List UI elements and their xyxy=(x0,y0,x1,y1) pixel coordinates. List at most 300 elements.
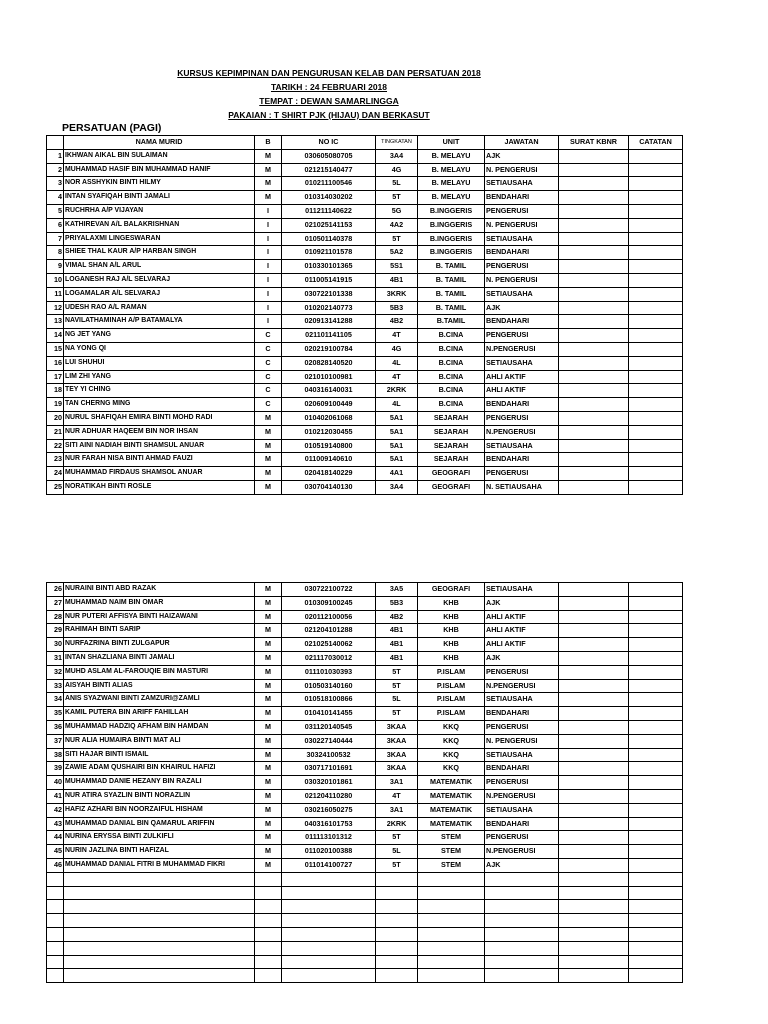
position: BENDAHARI xyxy=(485,191,559,205)
row-number: 28 xyxy=(47,610,64,624)
position: SETIAUSAHA xyxy=(485,583,559,597)
race-code: M xyxy=(255,831,282,845)
empty-cell xyxy=(255,900,282,914)
ic-number: 011020100388 xyxy=(282,845,376,859)
surat-kbnr xyxy=(559,356,629,370)
surat-kbnr xyxy=(559,610,629,624)
catatan xyxy=(629,453,683,467)
form-class: 3KAA xyxy=(376,762,418,776)
race-code: M xyxy=(255,610,282,624)
student-name: NURFAZRINA BINTI ZULGAPUR xyxy=(64,638,255,652)
row-number: 22 xyxy=(47,439,64,453)
unit-name: KHB xyxy=(418,638,485,652)
empty-cell xyxy=(629,927,683,941)
ic-number: 010503140160 xyxy=(282,679,376,693)
row-number: 30 xyxy=(47,638,64,652)
form-class: 5T xyxy=(376,679,418,693)
row-number: 32 xyxy=(47,665,64,679)
surat-kbnr xyxy=(559,177,629,191)
empty-cell xyxy=(282,941,376,955)
unit-name: B.CINA xyxy=(418,384,485,398)
form-class: 3A5 xyxy=(376,583,418,597)
catatan xyxy=(629,356,683,370)
race-code: M xyxy=(255,858,282,872)
empty-cell xyxy=(485,914,559,928)
table-row xyxy=(47,384,683,398)
unit-name: MATEMATIK xyxy=(418,803,485,817)
race-code: M xyxy=(255,583,282,597)
position: BENDAHARI xyxy=(485,817,559,831)
member-table-1 xyxy=(46,135,683,495)
race-code: M xyxy=(255,720,282,734)
catatan xyxy=(629,177,683,191)
table-row xyxy=(47,803,683,817)
catatan xyxy=(629,762,683,776)
position: N. PENGERUSI xyxy=(485,734,559,748)
surat-kbnr xyxy=(559,679,629,693)
surat-kbnr xyxy=(559,789,629,803)
surat-kbnr xyxy=(559,845,629,859)
form-class: 4A2 xyxy=(376,218,418,232)
form-class: 3A4 xyxy=(376,149,418,163)
table-row xyxy=(47,204,683,218)
catatan xyxy=(629,480,683,494)
race-code: M xyxy=(255,693,282,707)
race-code: M xyxy=(255,748,282,762)
empty-cell xyxy=(64,955,255,969)
table-row xyxy=(47,329,683,343)
race-code: M xyxy=(255,596,282,610)
empty-cell xyxy=(559,872,629,886)
student-name: INTAN SYAFIQAH BINTI JAMALI xyxy=(64,191,255,205)
unit-name: STEM xyxy=(418,831,485,845)
table-row xyxy=(47,301,683,315)
row-number: 40 xyxy=(47,776,64,790)
row-number: 39 xyxy=(47,762,64,776)
table-row xyxy=(47,665,683,679)
unit-name: MATEMATIK xyxy=(418,817,485,831)
position: PENGERUSI xyxy=(485,260,559,274)
student-name: MUHAMMAD NAIM BIN OMAR xyxy=(64,596,255,610)
empty-cell xyxy=(376,927,418,941)
unit-name: KHB xyxy=(418,651,485,665)
position: AHLI AKTIF xyxy=(485,624,559,638)
ic-number: 010212030455 xyxy=(282,425,376,439)
form-class: 3KAA xyxy=(376,720,418,734)
table-row xyxy=(47,467,683,481)
ic-number: 020828140520 xyxy=(282,356,376,370)
row-number: 18 xyxy=(47,384,64,398)
position: AJK xyxy=(485,301,559,315)
position: SETIAUSAHA xyxy=(485,356,559,370)
surat-kbnr xyxy=(559,411,629,425)
ic-number: 030717101691 xyxy=(282,762,376,776)
row-number: 1 xyxy=(47,149,64,163)
unit-name: B.CINA xyxy=(418,356,485,370)
empty-cell xyxy=(376,955,418,969)
form-class: 3KAA xyxy=(376,734,418,748)
surat-kbnr xyxy=(559,480,629,494)
empty-cell xyxy=(255,914,282,928)
empty-cell xyxy=(47,927,64,941)
surat-kbnr xyxy=(559,734,629,748)
ic-number: 030227140444 xyxy=(282,734,376,748)
ic-number: 030605080705 xyxy=(282,149,376,163)
catatan xyxy=(629,596,683,610)
ic-number: 030722100722 xyxy=(282,583,376,597)
race-code: M xyxy=(255,191,282,205)
form-class: 5T xyxy=(376,858,418,872)
table-row xyxy=(47,610,683,624)
catatan xyxy=(629,651,683,665)
catatan xyxy=(629,831,683,845)
empty-cell xyxy=(629,969,683,983)
position: N. SETIAUSAHA xyxy=(485,480,559,494)
form-class: 4B2 xyxy=(376,610,418,624)
position: SETIAUSAHA xyxy=(485,177,559,191)
form-class: 5T xyxy=(376,232,418,246)
race-code: M xyxy=(255,467,282,481)
empty-row xyxy=(47,900,683,914)
ic-number: 010309100245 xyxy=(282,596,376,610)
empty-cell xyxy=(64,969,255,983)
race-code: M xyxy=(255,411,282,425)
empty-cell xyxy=(282,969,376,983)
unit-name: GEOGRAFI xyxy=(418,467,485,481)
row-number: 17 xyxy=(47,370,64,384)
empty-row xyxy=(47,872,683,886)
row-number: 44 xyxy=(47,831,64,845)
surat-kbnr xyxy=(559,453,629,467)
row-number: 4 xyxy=(47,191,64,205)
table-row xyxy=(47,845,683,859)
position: AJK xyxy=(485,858,559,872)
ic-number: 011009140610 xyxy=(282,453,376,467)
unit-name: MATEMATIK xyxy=(418,789,485,803)
form-class: 4G xyxy=(376,163,418,177)
surat-kbnr xyxy=(559,624,629,638)
empty-cell xyxy=(629,900,683,914)
position: BENDAHARI xyxy=(485,707,559,721)
table-row xyxy=(47,748,683,762)
table-row xyxy=(47,679,683,693)
unit-name: SEJARAH xyxy=(418,425,485,439)
row-number: 19 xyxy=(47,398,64,412)
empty-cell xyxy=(418,886,485,900)
ic-number: 020913141288 xyxy=(282,315,376,329)
position: N.PENGERUSI xyxy=(485,342,559,356)
empty-cell xyxy=(485,969,559,983)
surat-kbnr xyxy=(559,315,629,329)
member-table-2 xyxy=(46,582,683,983)
ic-number: 010519140800 xyxy=(282,439,376,453)
form-class: 5A2 xyxy=(376,246,418,260)
empty-cell xyxy=(376,900,418,914)
race-code: M xyxy=(255,624,282,638)
race-code: M xyxy=(255,845,282,859)
unit-name: P.ISLAM xyxy=(418,693,485,707)
catatan xyxy=(629,204,683,218)
ic-number: 020219100784 xyxy=(282,342,376,356)
empty-cell xyxy=(418,927,485,941)
form-class: 3KAA xyxy=(376,748,418,762)
student-name: MUHAMMAD FIRDAUS SHAMSOL ANUAR xyxy=(64,467,255,481)
row-number: 20 xyxy=(47,411,64,425)
empty-cell xyxy=(64,900,255,914)
table-row xyxy=(47,246,683,260)
empty-cell xyxy=(47,886,64,900)
empty-cell xyxy=(376,969,418,983)
empty-row xyxy=(47,941,683,955)
row-number: 43 xyxy=(47,817,64,831)
empty-cell xyxy=(418,900,485,914)
form-class: 5L xyxy=(376,177,418,191)
row-number: 5 xyxy=(47,204,64,218)
ic-number: 010921101578 xyxy=(282,246,376,260)
catatan xyxy=(629,260,683,274)
position: PENGERUSI xyxy=(485,411,559,425)
surat-kbnr xyxy=(559,638,629,652)
position: PENGERUSI xyxy=(485,204,559,218)
catatan xyxy=(629,638,683,652)
student-name: NUR ADHUAR HAQEEM BIN NOR IHSAN xyxy=(64,425,255,439)
student-name: NURIN JAZLINA BINTI HAFIZAL xyxy=(64,845,255,859)
form-class: 3A1 xyxy=(376,803,418,817)
surat-kbnr xyxy=(559,693,629,707)
surat-kbnr xyxy=(559,665,629,679)
form-class: 4A1 xyxy=(376,467,418,481)
catatan xyxy=(629,232,683,246)
row-number: 42 xyxy=(47,803,64,817)
empty-cell xyxy=(629,914,683,928)
form-class: 4T xyxy=(376,370,418,384)
catatan xyxy=(629,218,683,232)
position: N.PENGERUSI xyxy=(485,789,559,803)
table-row xyxy=(47,287,683,301)
student-name: NORATIKAH BINTI ROSLE xyxy=(64,480,255,494)
catatan xyxy=(629,817,683,831)
student-name: NOR ASSHYKIN BINTI HILMY xyxy=(64,177,255,191)
empty-cell xyxy=(282,886,376,900)
empty-cell xyxy=(559,969,629,983)
student-name: SHIEE THAL KAUR A/P HARBAN SINGH xyxy=(64,246,255,260)
empty-cell xyxy=(629,872,683,886)
table-row xyxy=(47,596,683,610)
position: SETIAUSAHA xyxy=(485,439,559,453)
student-name: KAMIL PUTERA BIN ARIFF FAHILLAH xyxy=(64,707,255,721)
race-code: C xyxy=(255,356,282,370)
unit-name: SEJARAH xyxy=(418,439,485,453)
catatan xyxy=(629,748,683,762)
col-nama-murid: NAMA MURID xyxy=(64,136,255,150)
table-row xyxy=(47,707,683,721)
race-code: C xyxy=(255,342,282,356)
surat-kbnr xyxy=(559,596,629,610)
race-code: M xyxy=(255,638,282,652)
table-row xyxy=(47,411,683,425)
student-name: MUHAMMAD HADZIQ AFHAM BIN HAMDAN xyxy=(64,720,255,734)
empty-cell xyxy=(255,969,282,983)
student-name: MUHAMMAD HASIF BIN MUHAMMAD HANIF xyxy=(64,163,255,177)
empty-row xyxy=(47,914,683,928)
unit-name: B. TAMIL xyxy=(418,301,485,315)
race-code: I xyxy=(255,301,282,315)
table-row xyxy=(47,858,683,872)
table-row xyxy=(47,163,683,177)
ic-number: 020609100449 xyxy=(282,398,376,412)
catatan xyxy=(629,789,683,803)
table-row xyxy=(47,342,683,356)
race-code: I xyxy=(255,218,282,232)
empty-cell xyxy=(629,886,683,900)
student-name: NUR FARAH NISA BINTI AHMAD FAUZI xyxy=(64,453,255,467)
row-number: 3 xyxy=(47,177,64,191)
catatan xyxy=(629,624,683,638)
form-class: 4T xyxy=(376,789,418,803)
row-number: 13 xyxy=(47,315,64,329)
empty-cell xyxy=(47,914,64,928)
table-row xyxy=(47,315,683,329)
student-name: INTAN SHAZLIANA BINTI JAMALI xyxy=(64,651,255,665)
empty-cell xyxy=(47,900,64,914)
surat-kbnr xyxy=(559,246,629,260)
catatan xyxy=(629,693,683,707)
ic-number: 021204110280 xyxy=(282,789,376,803)
race-code: M xyxy=(255,817,282,831)
ic-number: 030216050275 xyxy=(282,803,376,817)
unit-name: P.ISLAM xyxy=(418,665,485,679)
race-code: I xyxy=(255,232,282,246)
row-number: 10 xyxy=(47,273,64,287)
surat-kbnr xyxy=(559,384,629,398)
form-class: 3KRK xyxy=(376,287,418,301)
table-row xyxy=(47,789,683,803)
col-jawatan: JAWATAN xyxy=(485,136,559,150)
surat-kbnr xyxy=(559,720,629,734)
empty-cell xyxy=(629,955,683,969)
unit-name: B.CINA xyxy=(418,370,485,384)
student-name: NURAINI BINTI ABD RAZAK xyxy=(64,583,255,597)
col-b: B xyxy=(255,136,282,150)
form-class: 5T xyxy=(376,665,418,679)
race-code: C xyxy=(255,398,282,412)
empty-row xyxy=(47,927,683,941)
empty-cell xyxy=(559,886,629,900)
race-code: M xyxy=(255,776,282,790)
ic-number: 031120140545 xyxy=(282,720,376,734)
col-no xyxy=(47,136,64,150)
row-number: 23 xyxy=(47,453,64,467)
catatan xyxy=(629,191,683,205)
table-row xyxy=(47,638,683,652)
catatan xyxy=(629,246,683,260)
row-number: 12 xyxy=(47,301,64,315)
table-row xyxy=(47,191,683,205)
form-class: 3A4 xyxy=(376,480,418,494)
ic-number: 021117030012 xyxy=(282,651,376,665)
student-name: VIMAL SHAN A/L ARUL xyxy=(64,260,255,274)
empty-cell xyxy=(64,927,255,941)
col-surat-kbnr: SURAT KBNR xyxy=(559,136,629,150)
position: N.PENGERUSI xyxy=(485,425,559,439)
surat-kbnr xyxy=(559,329,629,343)
empty-cell xyxy=(282,927,376,941)
student-name: MUHAMMAD DANIAL FITRI B MUHAMMAD FIKRI xyxy=(64,858,255,872)
table-row xyxy=(47,624,683,638)
form-class: 5G xyxy=(376,204,418,218)
surat-kbnr xyxy=(559,651,629,665)
empty-cell xyxy=(559,927,629,941)
table-row xyxy=(47,817,683,831)
unit-name: P.ISLAM xyxy=(418,679,485,693)
empty-cell xyxy=(418,872,485,886)
empty-cell xyxy=(485,955,559,969)
empty-cell xyxy=(64,872,255,886)
table-row xyxy=(47,273,683,287)
col-tingkatan: TINGKATAN xyxy=(376,136,418,150)
unit-name: MATEMATIK xyxy=(418,776,485,790)
catatan xyxy=(629,342,683,356)
position: PENGERUSI xyxy=(485,776,559,790)
catatan xyxy=(629,370,683,384)
unit-name: B. TAMIL xyxy=(418,287,485,301)
ic-number: 010518100866 xyxy=(282,693,376,707)
student-name: KATHIREVAN A/L BALAKRISHNAN xyxy=(64,218,255,232)
empty-row xyxy=(47,886,683,900)
table-row xyxy=(47,480,683,494)
unit-name: SEJARAH xyxy=(418,453,485,467)
ic-number: 010314030202 xyxy=(282,191,376,205)
position: N. PENGERUSI xyxy=(485,218,559,232)
unit-name: STEM xyxy=(418,845,485,859)
position: PENGERUSI xyxy=(485,831,559,845)
surat-kbnr xyxy=(559,287,629,301)
student-name: NURUL SHAFIQAH EMIRA BINTI MOHD RADI xyxy=(64,411,255,425)
empty-cell xyxy=(376,941,418,955)
empty-cell xyxy=(559,955,629,969)
form-class: 5A1 xyxy=(376,411,418,425)
form-class: 2KRK xyxy=(376,817,418,831)
row-number: 21 xyxy=(47,425,64,439)
race-code: C xyxy=(255,370,282,384)
empty-cell xyxy=(418,969,485,983)
student-name: ANIS SYAZWANI BINTI ZAMZURI@ZAMLI xyxy=(64,693,255,707)
empty-cell xyxy=(64,914,255,928)
student-name: SITI HAJAR BINTI ISMAIL xyxy=(64,748,255,762)
table-row xyxy=(47,734,683,748)
form-class: 5A1 xyxy=(376,439,418,453)
form-class: 5A1 xyxy=(376,425,418,439)
student-name: RAHIMAH BINTI SARIP xyxy=(64,624,255,638)
empty-cell xyxy=(376,886,418,900)
student-name: TAN CHERNG MING xyxy=(64,398,255,412)
ic-number: 010211100546 xyxy=(282,177,376,191)
row-number: 24 xyxy=(47,467,64,481)
catatan xyxy=(629,707,683,721)
empty-cell xyxy=(559,914,629,928)
catatan xyxy=(629,273,683,287)
empty-cell xyxy=(418,941,485,955)
ic-number: 040316101753 xyxy=(282,817,376,831)
form-class: 4B1 xyxy=(376,273,418,287)
ic-number: 011101030393 xyxy=(282,665,376,679)
catatan xyxy=(629,439,683,453)
row-number: 9 xyxy=(47,260,64,274)
empty-cell xyxy=(559,900,629,914)
row-number: 25 xyxy=(47,480,64,494)
position: BENDAHARI xyxy=(485,246,559,260)
position: AHLI AKTIF xyxy=(485,610,559,624)
